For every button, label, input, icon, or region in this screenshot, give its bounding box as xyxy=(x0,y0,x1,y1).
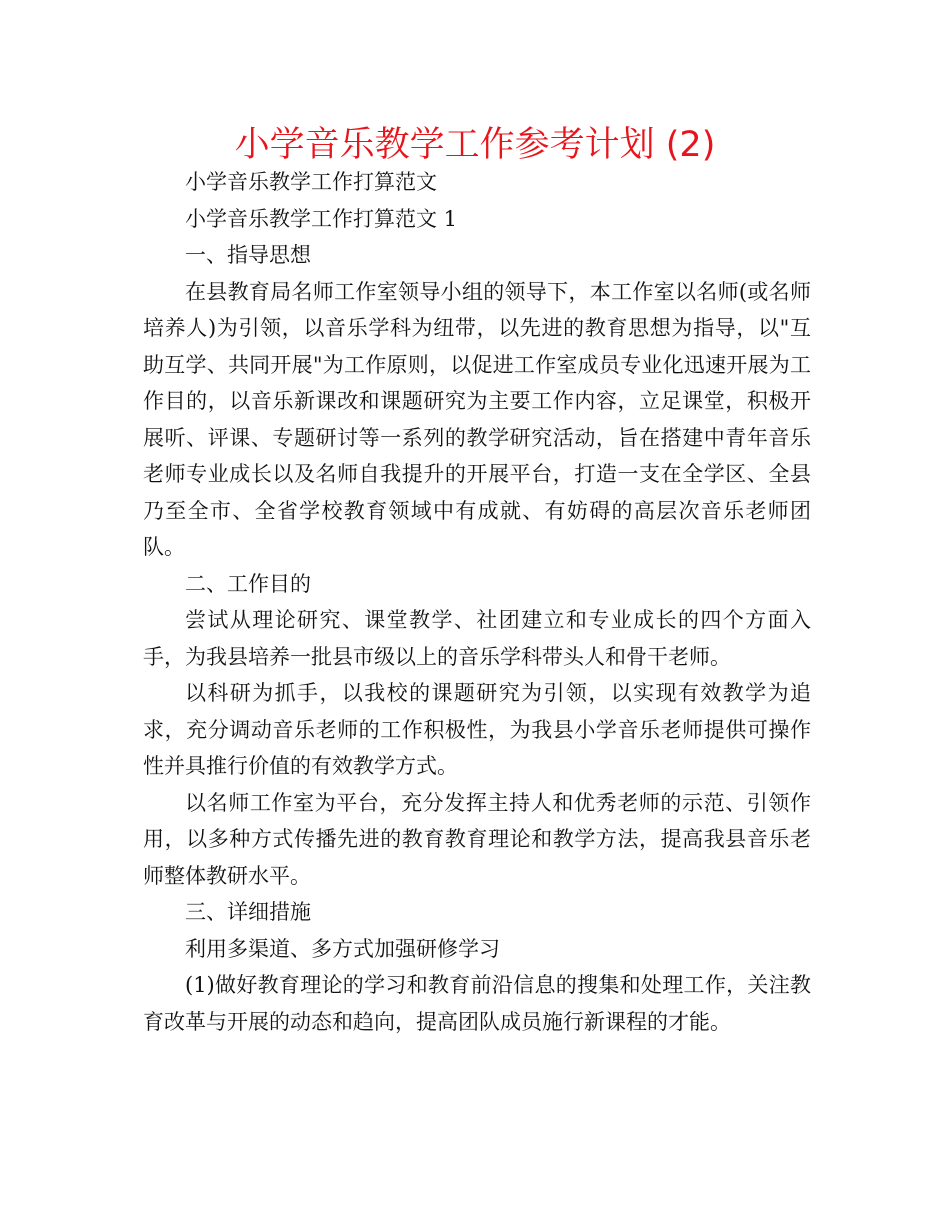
paragraph-goal-3: 以名师工作室为平台，充分发挥主持人和优秀老师的示范、引领作用，以多种方式传播先进的教育教育理论和教学方法，提高我县音乐老师整体教研水平。 xyxy=(143,790,811,888)
document-title: 小学音乐教学工作参考计划 (2) xyxy=(234,125,716,165)
paragraph-guiding-thought: 在县教育局名师工作室领导小组的领导下，本工作室以名师(或名师培养人)为引领，以音乐学科为纽带，以先进的教育思想为指导，以"互助互学、共同开展"为工作原则，以促进工作室成员专业化迅速开展为工作目的，以音乐新课改和课题研究为主要工作内容，立足课堂，积极开展听、评课、专题研讨等一系列的教学研究活动，旨在搭建中青年音乐老师专业成长以及名师自我提升的开展平台，打造一支在全学区、全县乃至全市、全省学校教育领域中有成就、有妨碍的高层次音乐老师团队。 xyxy=(143,279,811,559)
paragraph-measures-intro: 利用多渠道、多方式加强研修学习 xyxy=(185,936,500,961)
paragraph-goal-1: 尝试从理论研究、课堂教学、社团建立和专业成长的四个方面入手，为我县培养一批县市级以上的音乐学科带头人和骨干老师。 xyxy=(143,608,811,669)
section-heading-work-goal: 二、工作目的 xyxy=(185,571,311,596)
section-heading-measures: 三、详细措施 xyxy=(185,900,311,924)
paragraph-goal-2: 以科研为抓手，以我校的课题研究为引领，以实现有效教学为追求，充分调动音乐老师的工作积极性，为我县小学音乐老师提供可操作性并具推行价值的有效教学方式。 xyxy=(143,681,811,778)
paragraph-subtitle-1: 小学音乐教学工作打算范文 1 xyxy=(185,206,458,231)
paragraph-subtitle: 小学音乐教学工作打算范文 xyxy=(185,170,437,194)
section-heading-guiding-thought: 一、指导思想 xyxy=(185,243,311,267)
paragraph-measure-1: (1)做好教育理论的学习和教育前沿信息的搜集和处理工作，关注教育改革与开展的动态和趋向，提高团队成员施行新课程的才能。 xyxy=(143,973,811,1034)
document-body xyxy=(143,164,811,1040)
